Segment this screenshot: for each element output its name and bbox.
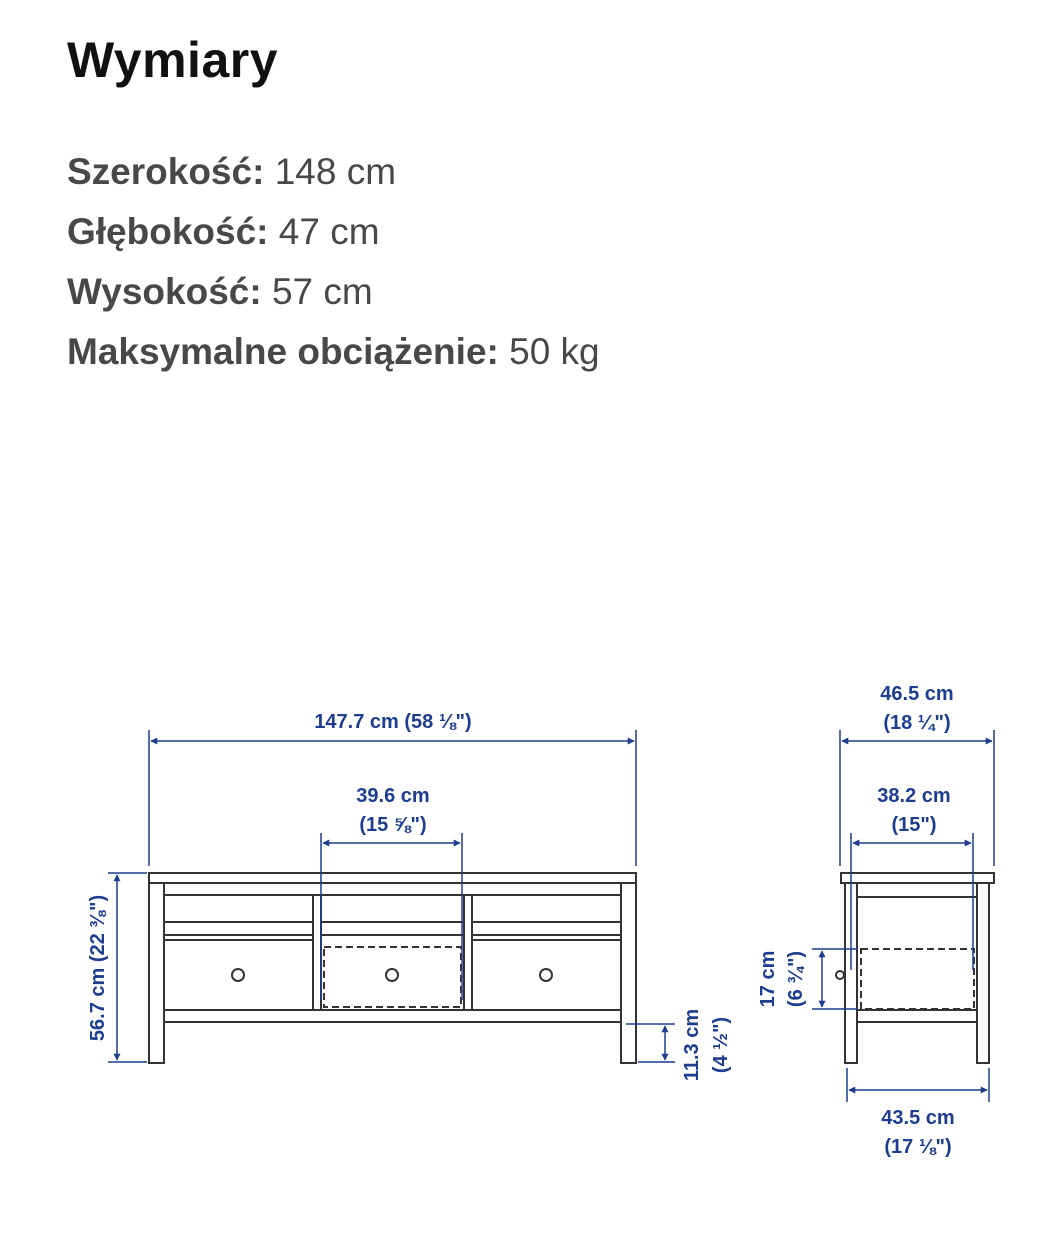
front-drawer-width-cm: 39.6 cm — [356, 785, 430, 807]
side-depth-cm: 46.5 cm — [880, 683, 954, 705]
drawer-right — [472, 940, 621, 1010]
side-drawer-height-in: (6 ¾") — [785, 950, 807, 1008]
spec-value: 57 cm — [271, 271, 373, 312]
left-leg — [149, 883, 164, 1063]
side-tabletop — [841, 873, 994, 883]
side-base-depth-cm: 43.5 cm — [881, 1107, 955, 1129]
spec-label: Wysokość: — [67, 271, 262, 312]
tabletop — [149, 873, 636, 883]
spec-value: 50 kg — [509, 331, 600, 372]
spec-label: Głębokość: — [67, 211, 269, 252]
side-drawer-height-cm: 17 cm — [757, 950, 779, 1008]
side-knob — [836, 971, 844, 979]
side-depth-in: (18 ¼") — [883, 712, 951, 734]
spec-value: 47 cm — [278, 211, 380, 252]
side-drawer — [861, 949, 974, 1009]
drawer-middle — [324, 947, 461, 1007]
front-height-label: 56.7 cm (22 ⅜") — [87, 894, 109, 1042]
bottom-shelf — [164, 1010, 621, 1022]
knob-left — [232, 969, 244, 981]
knob-middle — [386, 969, 398, 981]
right-leg — [621, 883, 636, 1063]
spec-label: Szerokość: — [67, 151, 265, 192]
front-drawer-width-in: (15 ⅝") — [359, 814, 427, 836]
spec-label: Maksymalne obciążenie: — [67, 331, 499, 372]
side-inner-depth-cm: 38.2 cm — [877, 785, 951, 807]
side-bottom-shelf — [857, 1010, 977, 1022]
knob-right — [540, 969, 552, 981]
side-inner-depth-in: (15") — [891, 814, 937, 836]
divider-right — [464, 895, 472, 1010]
spec-value: 148 cm — [274, 151, 397, 192]
front-view-furniture — [149, 873, 636, 1063]
leg-height-cm: 11.3 cm — [681, 1008, 703, 1082]
side-base-depth-in: (17 ⅛") — [884, 1136, 952, 1158]
leg-height-in: (4 ½") — [710, 1016, 732, 1074]
divider-left — [313, 895, 321, 1010]
front-width-label: 147.7 cm (58 ⅛") — [314, 711, 472, 733]
page-title: Wymiary — [67, 32, 279, 88]
side-back-leg — [977, 883, 989, 1063]
drawer-left — [164, 940, 313, 1010]
side-view-furniture — [836, 873, 994, 1063]
